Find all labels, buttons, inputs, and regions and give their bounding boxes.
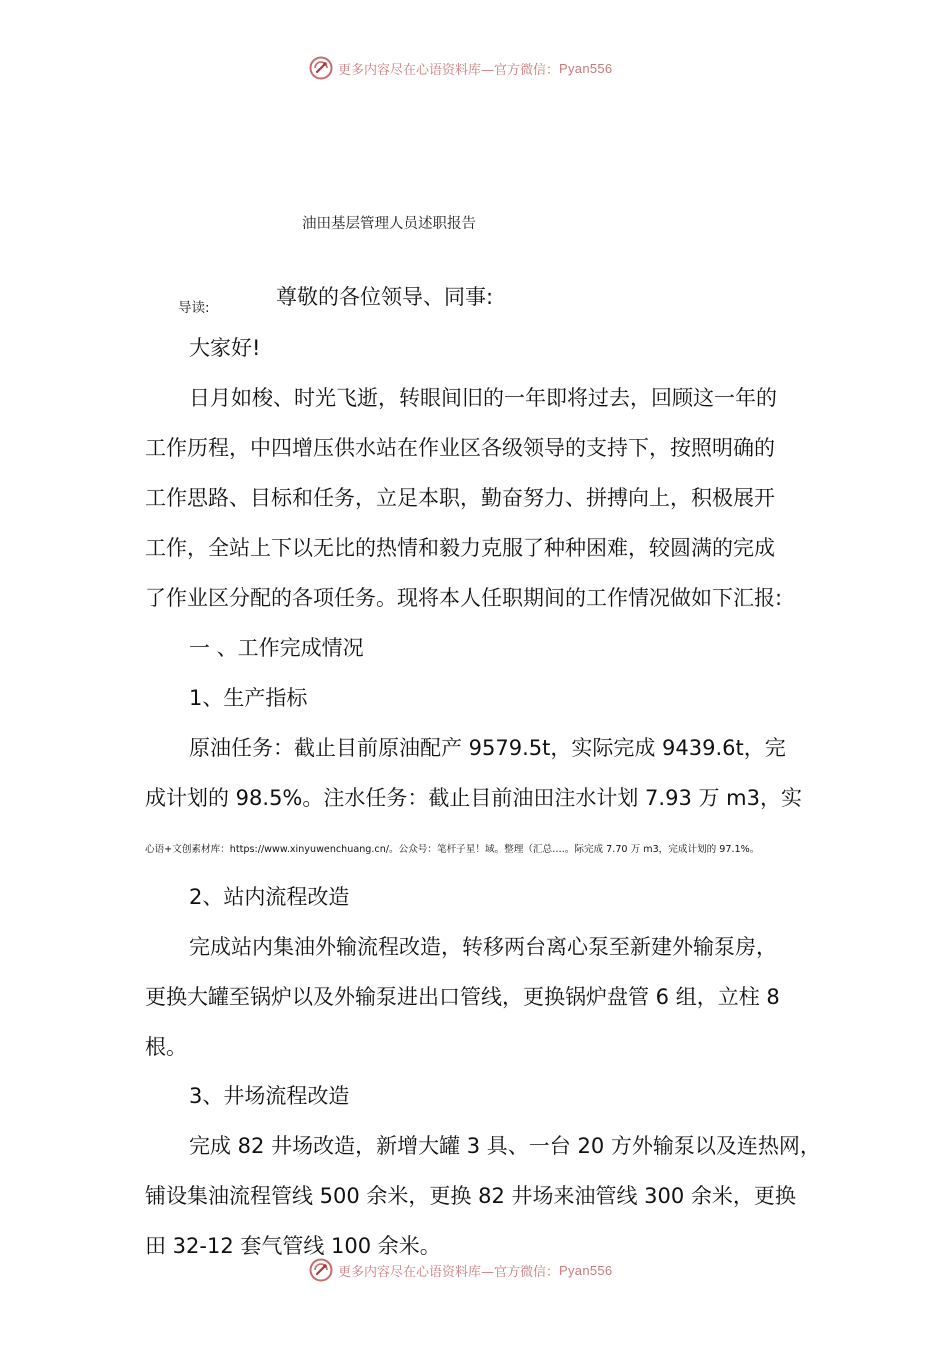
greeting: 大家好! — [189, 336, 261, 360]
paragraph-line: 工作，全站上下以无比的热情和毅力克服了种种困难，较圆满的完成 — [145, 536, 775, 560]
paragraph-line: 工作思路、目标和任务，立足本职，勤奋努力、拼搏向上，积极展开 — [145, 486, 775, 510]
lead-label: 导读: — [178, 300, 210, 316]
paragraph-line: 日月如梭、时光飞逝，转眼间旧的一年即将过去，回顾这一年的 — [189, 386, 777, 410]
paragraph-line: 铺设集油流程管线 500 余米，更换 82 井场来油管线 300 余米，更换 — [145, 1184, 796, 1208]
subsection-heading: 3、井场流程改造 — [189, 1084, 350, 1108]
logo-icon — [308, 55, 334, 81]
paragraph-line: 工作历程，中四增压供水站在作业区各级领导的支持下，按照明确的 — [145, 436, 775, 460]
paragraph-line: 田 32-12 套气管线 100 余米。 — [145, 1234, 441, 1258]
section-heading: 一 、工作完成情况 — [189, 636, 364, 660]
paragraph-line: 成计划的 98.5%。注水任务：截止目前油田注水计划 7.93 万 m3，实 — [145, 786, 802, 810]
paragraph-line: 根。 — [145, 1035, 187, 1059]
watermark-text: 更多内容尽在心语资料库—官方微信： — [338, 62, 560, 78]
logo-icon — [308, 1257, 334, 1283]
salutation: 尊敬的各位领导、同事: — [276, 285, 494, 309]
paragraph-line: 了作业区分配的各项任务。现将本人任职期间的工作情况做如下汇报: — [145, 586, 783, 610]
paragraph-line: 更换大罐至锅炉以及外输泵进出口管线，更换锅炉盘管 6 组，立柱 8 — [145, 985, 780, 1009]
paragraph-line: 原油任务：截止目前原油配产 9579.5t，实际完成 9439.6t，完 — [189, 736, 786, 760]
document-title: 油田基层管理人员述职报告 — [302, 216, 476, 232]
paragraph-line: 完成站内集油外输流程改造，转移两台离心泵至新建外输泵房， — [189, 935, 777, 959]
watermark-banner-top — [308, 55, 612, 81]
subsection-heading: 2、站内流程改造 — [189, 885, 350, 909]
watermark-wechat: Pyan556 — [559, 1262, 613, 1278]
watermark-banner-bottom — [308, 1257, 612, 1283]
paragraph-line: 完成 82 井场改造，新增大罐 3 具、一台 20 方外输泵以及连热网， — [189, 1134, 821, 1158]
watermark-text: 更多内容尽在心语资料库—官方微信： — [338, 1264, 560, 1280]
source-footnote: 心语+文创素材库：https://www.xinyuwenchuang.cn/。公众号：笔杆子星！域。整理（汇总….。际完成 7.70 万 m3，完成计划的 97.1%。 — [145, 844, 760, 855]
subsection-heading: 1、生产指标 — [189, 686, 308, 710]
watermark-wechat: Pyan556 — [559, 60, 613, 76]
